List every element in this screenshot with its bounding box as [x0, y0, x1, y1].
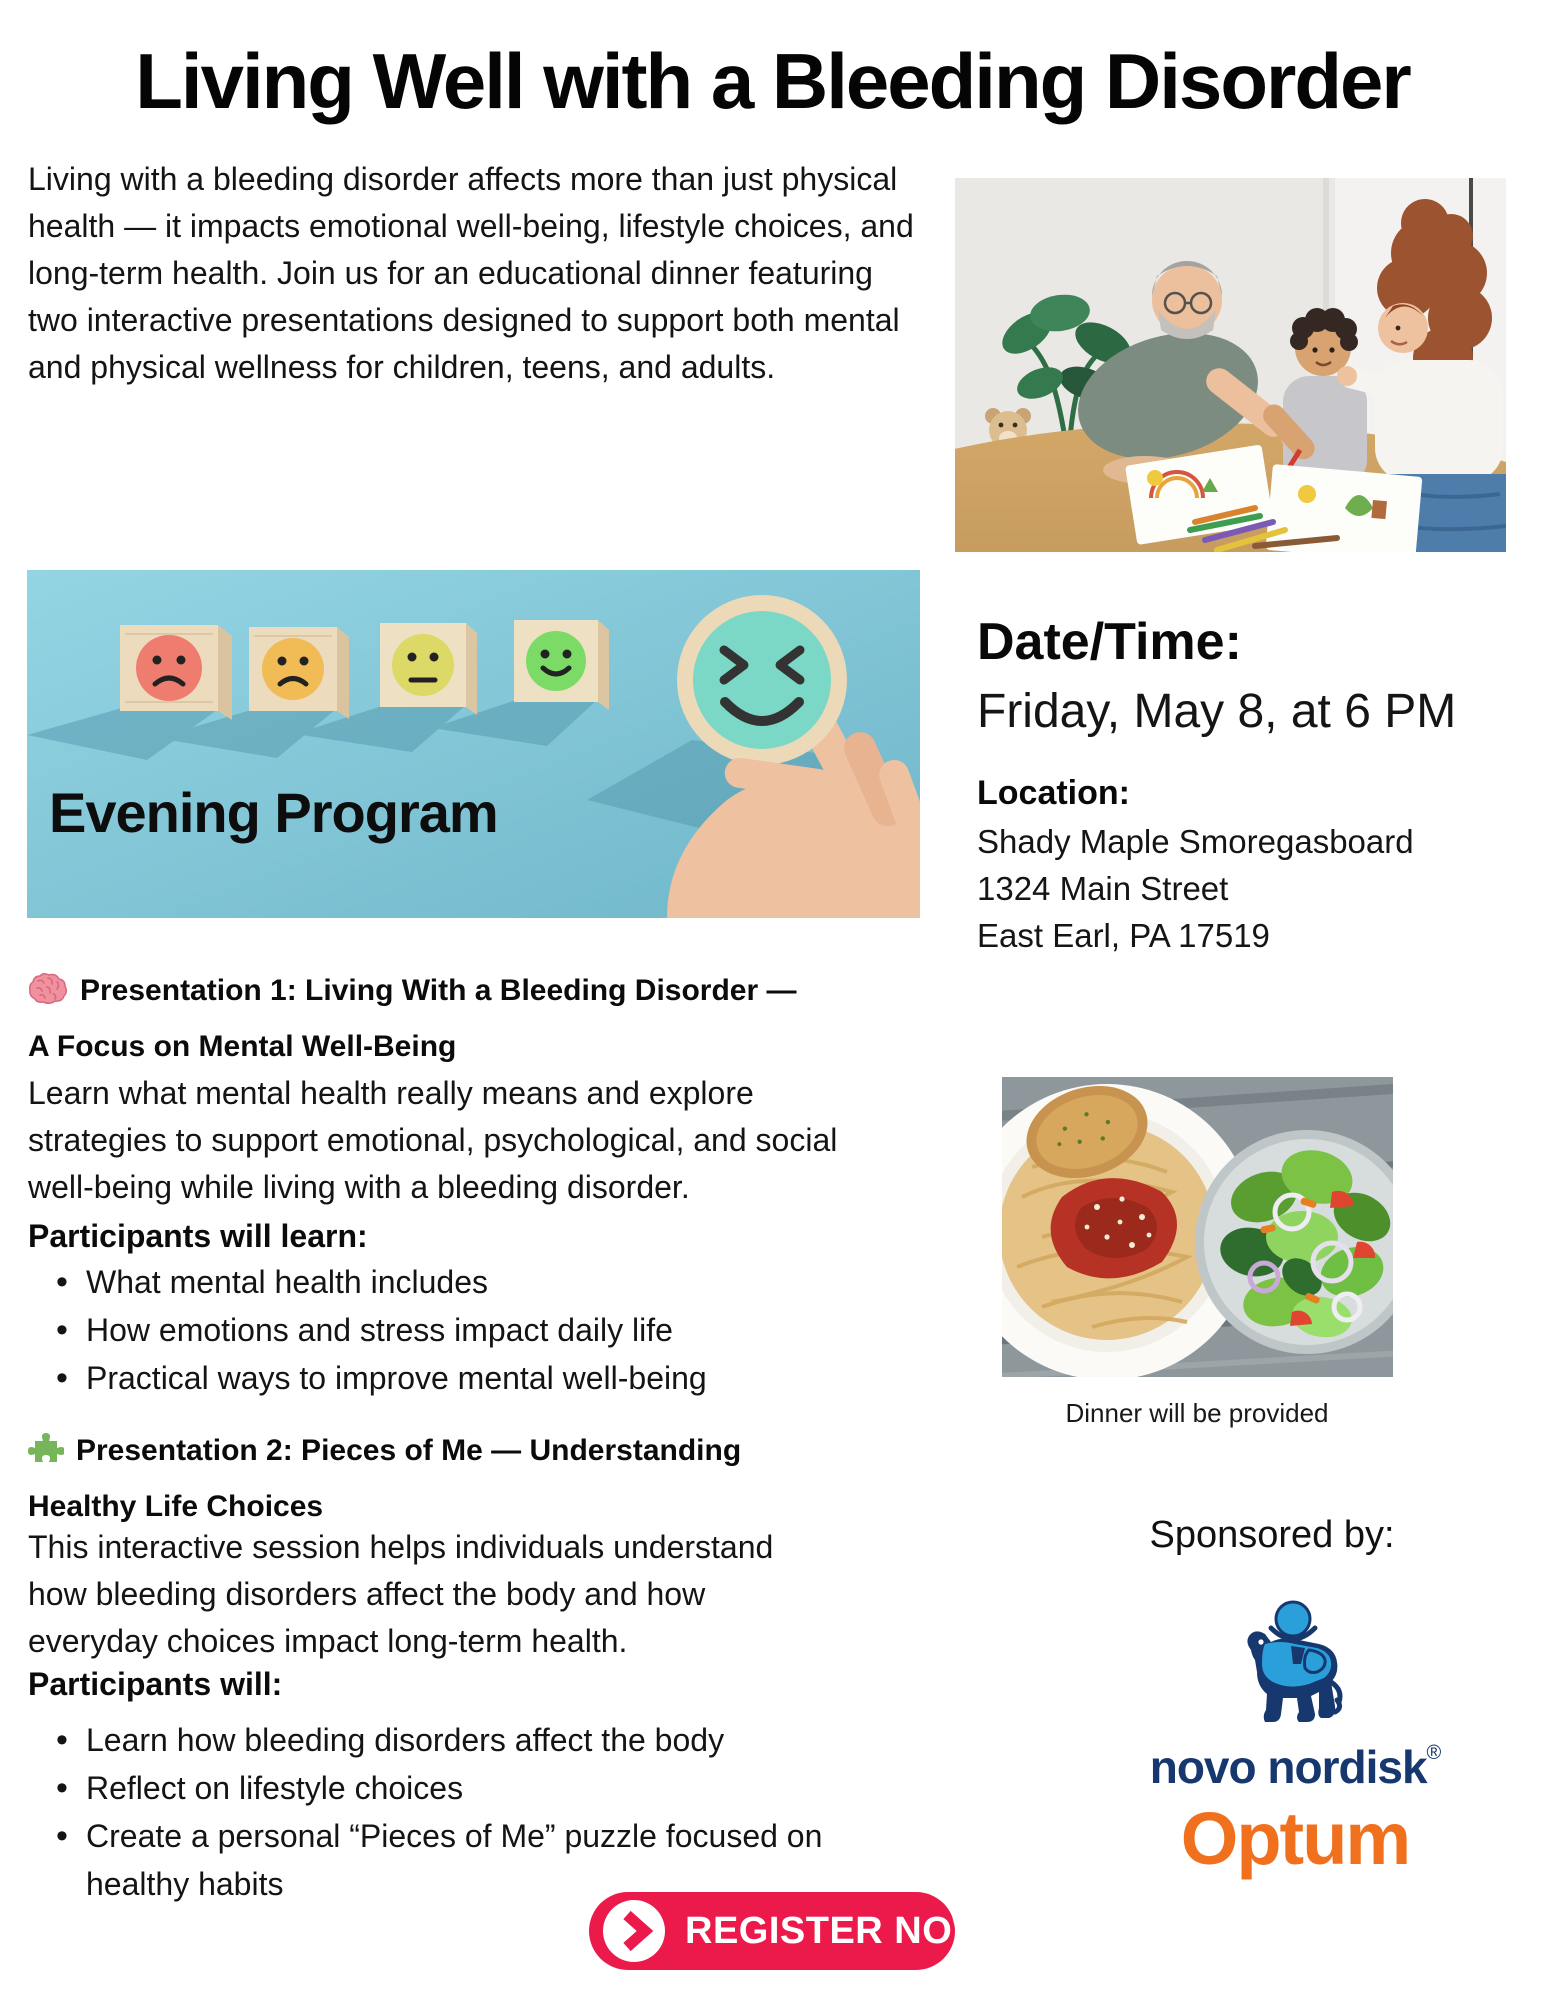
novo-nordisk-wordmark	[1080, 1740, 1510, 1794]
datetime-label: Date/Time:	[977, 613, 1242, 671]
presentation1-bullet-list	[56, 1258, 846, 1402]
evening-program-banner	[27, 570, 920, 918]
sponsored-by-label: Sponsored by:	[1149, 1514, 1395, 1556]
list-item: • How emotions and stress impact daily life	[56, 1306, 846, 1354]
evening-program-label: Evening Program	[49, 781, 498, 844]
presentation2-description: This interactive session helps individuals understand how bleeding disorders affect the body and how everyday choices impact long-term health.	[28, 1529, 774, 1659]
presentation1-heading-line2: A Focus on Mental Well-Being	[28, 1030, 457, 1063]
location-line: 1324 Main Street	[977, 870, 1229, 907]
list-item: • What mental health includes	[56, 1258, 846, 1306]
presentation2-heading	[28, 1426, 908, 1532]
novo-nordisk-name: novo nordisk	[1149, 1741, 1427, 1793]
presentation1-heading-line1: Presentation 1: Living With a Bleeding Disorder —	[80, 974, 797, 1007]
presentation1-heading	[28, 966, 908, 1072]
intro-paragraph: Living with a bleeding disorder affects more than just physical health — it impacts emotional well-being, lifestyle choices, and long-term health. Join us for an educational dinner featuring two interactive presentations designed to support both mental and physical wellness for children, teens, and adults.	[28, 161, 914, 385]
list-item: • Learn how bleeding disorders affect the body	[56, 1716, 846, 1764]
location-line: East Earl, PA 17519	[977, 917, 1270, 954]
presentation1-description: Learn what mental health really means and explore strategies to support emotional, psychological, and social well-being while living with a bleeding disorder.	[28, 1075, 838, 1205]
registered-mark: ®	[1426, 1742, 1441, 1764]
location-address	[977, 818, 1414, 959]
dinner-note: Dinner will be provided	[1065, 1398, 1329, 1428]
mood-block-neutral	[380, 623, 477, 715]
dinner-photo	[1002, 1077, 1393, 1377]
puzzle-icon	[28, 1430, 64, 1482]
presentation2-heading-line1: Presentation 2: Pieces of Me — Understanding	[76, 1434, 742, 1467]
datetime-value: Friday, May 8, at 6 PM	[977, 685, 1457, 738]
mood-block-very-sad	[120, 625, 232, 720]
location-line: Shady Maple Smoregasboard	[977, 823, 1414, 860]
mood-block-sad	[249, 627, 349, 719]
register-now-button[interactable]	[589, 1892, 989, 1970]
mood-block-happy	[514, 620, 609, 710]
presentation2-bullet-list	[56, 1716, 846, 1908]
brain-icon	[28, 972, 68, 1022]
presentation2-participants-label: Participants will:	[28, 1666, 283, 1702]
family-drawing-photo	[955, 178, 1506, 552]
list-item: • Reflect on lifestyle choices	[56, 1764, 846, 1812]
mood-blocks-illustration	[27, 570, 920, 918]
register-button-label: REGISTER NOW	[685, 1909, 989, 1952]
presentation1-participants-label: Participants will learn:	[28, 1218, 368, 1254]
list-item: • Practical ways to improve mental well-being	[56, 1354, 846, 1402]
location-label: Location:	[977, 774, 1130, 812]
dinner-photo-illustration	[1002, 1077, 1393, 1377]
page-title: Living Well with a Bleeding Disorder	[135, 37, 1410, 125]
novo-nordisk-bull-icon	[1231, 1598, 1351, 1743]
presentation2-heading-line2: Healthy Life Choices	[28, 1490, 324, 1523]
chevron-right-icon	[603, 1900, 665, 1962]
list-item: • Create a personal “Pieces of Me” puzzle focused on healthy habits	[56, 1812, 846, 1908]
optum-wordmark: Optum	[1180, 1797, 1410, 1880]
family-photo-illustration	[955, 178, 1506, 552]
